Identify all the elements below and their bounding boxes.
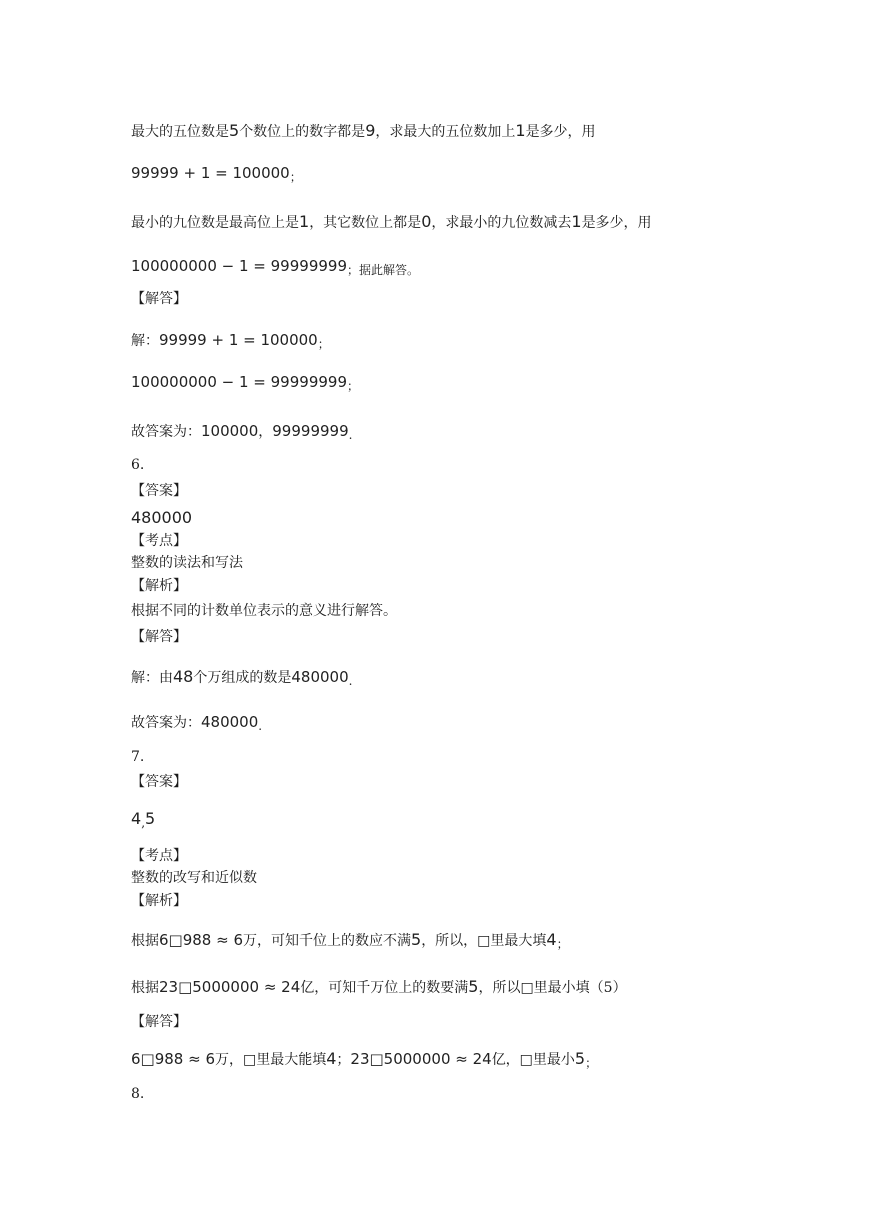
label-solution: 【解答】 — [131, 1014, 187, 1030]
math-number: 480000 — [201, 713, 259, 731]
answer-value: 4,5 — [131, 809, 156, 830]
analysis-line-smallest-nine-digit: 最小的九位数是最高位上是1，其它数位上都是0，求最小的九位数减去1是多少，用 — [131, 212, 652, 231]
question-number-7: 7. — [131, 749, 145, 765]
analysis-line-largest-five-digit: 最大的五位数是5个数位上的数字都是9，求最大的五位数加上1是多少，用 — [131, 121, 596, 140]
math-number: 1 — [571, 212, 582, 231]
math-number: 5 — [468, 977, 479, 996]
label-solution: 【解答】 — [131, 629, 187, 645]
question-number-8: 8. — [131, 1086, 145, 1102]
math-number: 480000 — [131, 508, 193, 527]
math-number: 99999999 — [272, 422, 349, 440]
math-expression: 23□5000000 ≈ 24 — [350, 1050, 492, 1068]
label-test-point: 【考点】 — [131, 533, 187, 549]
math-number: 100000 — [201, 422, 259, 440]
test-point-text: 整数的读法和写法 — [131, 555, 243, 571]
math-expression: 6□988 ≈ 6 — [159, 931, 243, 949]
math-equation: 99999 + 1 = 100000 — [131, 164, 290, 182]
label-analysis: 【解析】 — [131, 893, 187, 909]
math-equation: 100000000 − 1 = 99999999 — [131, 257, 347, 275]
math-number: 9 — [365, 121, 376, 140]
math-number: 480000 — [291, 668, 349, 686]
analysis-equation-2: 100000000 − 1 = 99999999；据此解答。 — [131, 257, 420, 277]
math-equation: 100000000 − 1 = 99999999 — [131, 373, 347, 391]
question-number-6: 6. — [131, 457, 145, 473]
math-number: 5 — [574, 1049, 586, 1068]
label-analysis: 【解析】 — [131, 578, 187, 594]
math-number: 5 — [145, 809, 156, 828]
final-answer-line: 故答案为：100000，99999999. — [131, 422, 353, 442]
math-equation: 99999 + 1 = 100000 — [159, 331, 318, 349]
label-solution: 【解答】 — [131, 291, 187, 307]
math-number: 1 — [299, 212, 310, 231]
math-number: 4 — [131, 809, 142, 828]
math-number: 0 — [421, 212, 432, 231]
solution-line-1: 解：99999 + 1 = 100000； — [131, 331, 330, 351]
math-number: 1 — [515, 121, 526, 140]
analysis-equation-1: 99999 + 1 = 100000； — [131, 164, 302, 184]
math-number: 48 — [173, 667, 194, 686]
math-expression: 6□988 ≈ 6 — [131, 1050, 215, 1068]
final-answer-line: 故答案为：480000. — [131, 713, 263, 733]
math-number: 5 — [229, 121, 240, 140]
label-test-point: 【考点】 — [131, 848, 187, 864]
analysis-line-1: 根据6□988 ≈ 6万，可知千位上的数应不满5，所以，□里最大填4； — [131, 930, 569, 951]
solution-line-2: 100000000 − 1 = 99999999； — [131, 373, 360, 393]
math-number: 5 — [411, 930, 422, 949]
math-number: 4 — [326, 1049, 337, 1068]
label-answer: 【答案】 — [131, 774, 187, 790]
math-expression: 23□5000000 ≈ 24 — [159, 978, 301, 996]
analysis-text: 根据不同的计数单位表示的意义进行解答。 — [131, 603, 397, 619]
solution-line: 6□988 ≈ 6万，□里最大能填4；23□5000000 ≈ 24亿，□里最小5； — [131, 1049, 598, 1070]
answer-value — [131, 508, 192, 529]
test-point-text: 整数的改写和近似数 — [131, 870, 257, 886]
math-number: 4 — [546, 930, 557, 949]
analysis-line-2: 根据23□5000000 ≈ 24亿，可知千万位上的数要满5，所以□里最小填（5） — [131, 977, 627, 996]
label-answer: 【答案】 — [131, 483, 187, 499]
solution-line: 解：由48个万组成的数是480000. — [131, 667, 353, 688]
